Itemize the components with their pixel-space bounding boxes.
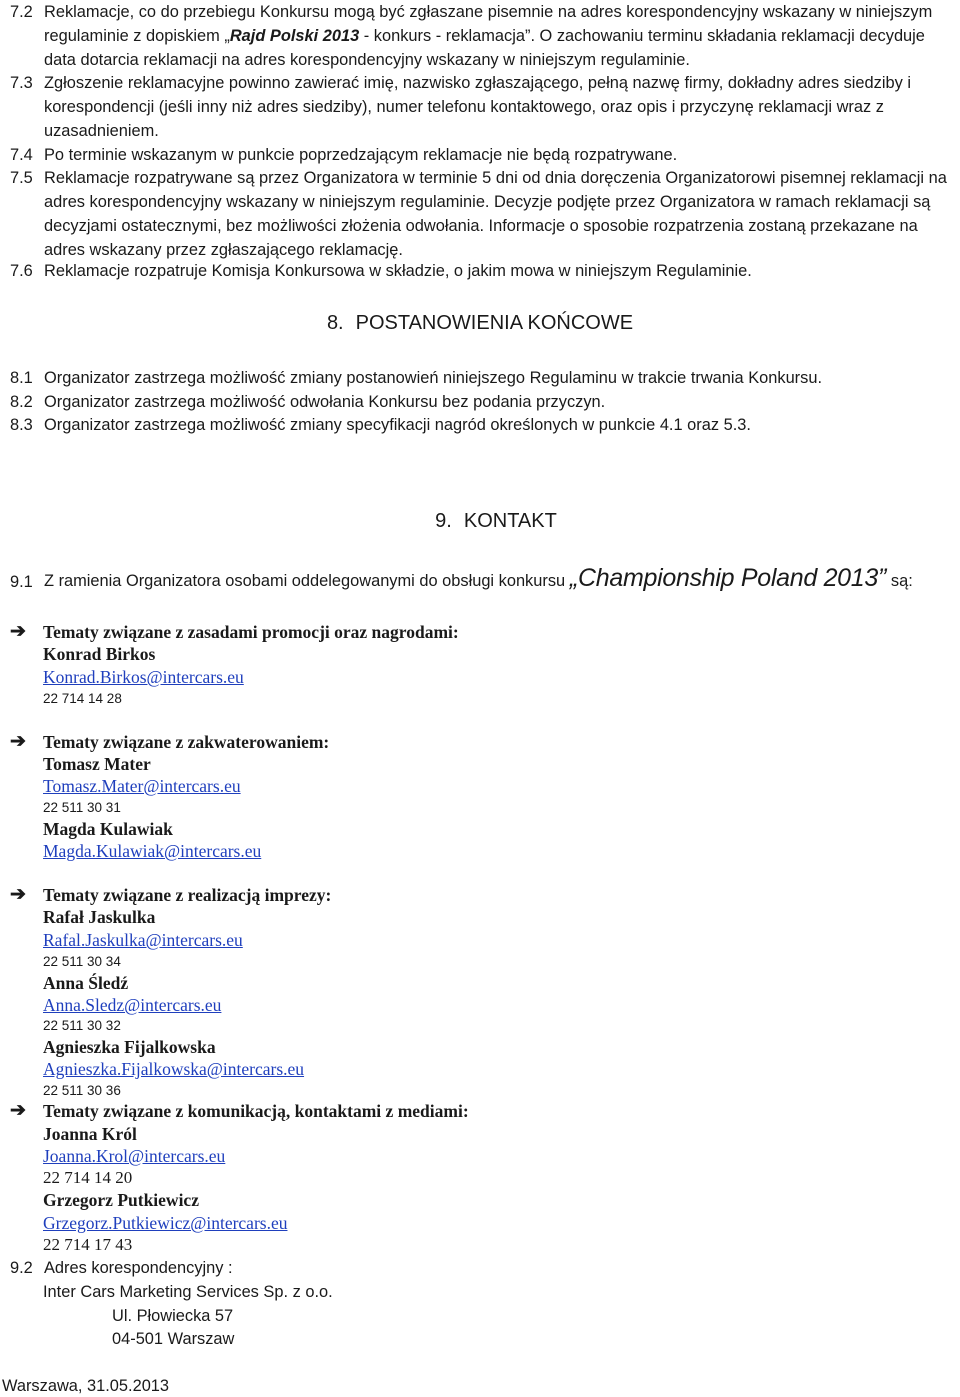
person-email-link[interactable]: Anna.Sledz@intercars.eu bbox=[43, 995, 222, 1015]
item-8-2 bbox=[10, 390, 948, 414]
item-text: Reklamacje, co do przebiegu Konkursu mogą być zgłaszane pisemnie na adres korespondencyjny wskazany w niniejszym regulaminie z dopiskiem „ bbox=[44, 3, 933, 45]
person-email-link[interactable]: Tomasz.Mater@intercars.eu bbox=[43, 776, 241, 796]
item-9-2 bbox=[10, 1256, 948, 1280]
item-7-2 bbox=[10, 0, 948, 72]
person-email-link[interactable]: Rafal.Jaskulka@intercars.eu bbox=[43, 930, 243, 950]
item-text-end: są: bbox=[886, 572, 913, 590]
footer-date: Warszawa, 31.05.2013 bbox=[2, 1377, 170, 1395]
person-name: Magda Kulawiak bbox=[43, 819, 173, 839]
group-heading: Tematy związane z realizacją imprezy: bbox=[43, 885, 332, 905]
item-number: 7.6 bbox=[10, 262, 33, 280]
item-text: Reklamacje rozpatrywane są przez Organizatora w terminie 5 dni od dnia doręczenia Organizatorowi pisemnej reklamacji na adres korespondencyjny wskazany w niniejszym regulaminie. Decyzje podjęte przez Organizatora w ramach reklamacji są decyzjami ostatecznymi, bez możliwości złożenia odwołania. Informacje o sposobie rozpatrzenia zostaną przekazane na adres wskazany przez zgłaszającego reklamację. bbox=[44, 169, 947, 259]
person-email-link[interactable]: Agnieszka.Fijalkowska@intercars.eu bbox=[43, 1059, 305, 1079]
person-email-link[interactable]: Grzegorz.Putkiewicz@intercars.eu bbox=[43, 1213, 288, 1233]
item-7-6 bbox=[10, 259, 948, 283]
item-text: Organizator zastrzega możliwość zmiany specyfikacji nagród określonych w punkcie 4.1 oraz 5.3. bbox=[44, 416, 751, 434]
address-street: Ul. Płowiecka 57 bbox=[112, 1307, 234, 1325]
quote-close: ” bbox=[878, 564, 887, 592]
person-phone: 22 714 14 20 bbox=[43, 1168, 133, 1187]
item-8-1 bbox=[10, 366, 948, 390]
item-number: 8.3 bbox=[10, 416, 33, 434]
item-text-emphasis: Rajd Polski 2013 bbox=[229, 27, 360, 45]
item-number: 7.2 bbox=[10, 3, 33, 21]
item-text: Organizator zastrzega możliwość odwołania Konkursu bez podania przyczyn. bbox=[44, 393, 606, 411]
arrow-right-icon: ➔ bbox=[10, 884, 26, 905]
item-number: 8.2 bbox=[10, 393, 33, 411]
item-number: 8.1 bbox=[10, 369, 33, 387]
person-name: Joanna Król bbox=[43, 1124, 137, 1144]
person-phone: 22 714 17 43 bbox=[43, 1235, 133, 1254]
person-phone: 22 511 30 36 bbox=[43, 1083, 121, 1098]
contest-name: Championship Poland 2013 bbox=[578, 564, 878, 592]
item-text: Organizator zastrzega możliwość zmiany postanowień niniejszego Regulaminu w trakcie trwania Konkursu. bbox=[44, 369, 823, 387]
item-9-1 bbox=[10, 566, 960, 593]
section-heading-9 bbox=[0, 510, 960, 533]
section-number: 9. bbox=[435, 510, 452, 532]
contact-group-3 bbox=[10, 884, 331, 906]
person-name: Grzegorz Putkiewicz bbox=[43, 1190, 199, 1210]
item-text: - konkurs - reklamacja”. O zachowaniu terminu składania reklamacji decyduje data dotarcia reklamacji na adres korespondencyjny wskazany w niniejszym regulaminie. bbox=[44, 27, 925, 69]
group-heading: Tematy związane z zasadami promocji oraz nagrodami: bbox=[43, 622, 459, 642]
item-7-4 bbox=[10, 143, 948, 167]
person-email-link[interactable]: Joanna.Krol@intercars.eu bbox=[43, 1146, 226, 1166]
person-name: Tomasz Mater bbox=[43, 754, 151, 774]
arrow-right-icon: ➔ bbox=[10, 1100, 26, 1121]
item-number: 9.1 bbox=[10, 573, 33, 591]
section-number: 8. bbox=[326, 312, 344, 334]
person-email-link[interactable]: Konrad.Birkos@intercars.eu bbox=[43, 667, 244, 687]
person-name: Anna Śledź bbox=[43, 973, 129, 993]
item-number: 7.3 bbox=[10, 74, 33, 92]
section-heading-8 bbox=[0, 312, 960, 335]
section-title: KONTAKT bbox=[463, 510, 557, 532]
group-heading: Tematy związane z zakwaterowaniem: bbox=[43, 732, 330, 752]
item-text: Po terminie wskazanym w punkcie poprzedzającym reklamacje nie będą rozpatrywane. bbox=[44, 146, 678, 164]
person-phone: 22 714 14 28 bbox=[43, 691, 122, 706]
item-7-5 bbox=[10, 166, 948, 262]
item-number: 7.4 bbox=[10, 146, 33, 164]
address-company: Inter Cars Marketing Services Sp. z o.o. bbox=[43, 1283, 333, 1301]
item-8-3 bbox=[10, 413, 948, 437]
item-number: 7.5 bbox=[10, 169, 33, 187]
address-label: Adres korespondencyjny : bbox=[44, 1259, 233, 1277]
person-phone: 22 511 30 34 bbox=[43, 954, 121, 969]
arrow-right-icon: ➔ bbox=[10, 621, 26, 642]
person-name: Konrad Birkos bbox=[43, 644, 156, 664]
contact-group-2 bbox=[10, 731, 329, 753]
item-text: Z ramienia Organizatora osobami oddelegowanymi do obsługi konkursu bbox=[44, 572, 570, 590]
group-heading: Tematy związane z komunikacją, kontaktami z mediami: bbox=[43, 1101, 469, 1121]
person-email-link[interactable]: Magda.Kulawiak@intercars.eu bbox=[43, 841, 262, 861]
arrow-right-icon: ➔ bbox=[10, 731, 26, 752]
person-name: Rafał Jaskulka bbox=[43, 907, 156, 927]
contact-group-1 bbox=[10, 621, 459, 643]
person-name: Agnieszka Fijalkowska bbox=[43, 1037, 216, 1057]
address-city: 04-501 Warszaw bbox=[112, 1330, 235, 1348]
section-title: POSTANOWIENIA KOŃCOWE bbox=[355, 312, 634, 334]
person-phone: 22 511 30 32 bbox=[43, 1018, 121, 1033]
item-number: 9.2 bbox=[10, 1259, 33, 1277]
quote-open: „ bbox=[569, 564, 579, 592]
person-phone: 22 511 30 31 bbox=[43, 800, 121, 815]
contact-group-4 bbox=[10, 1100, 469, 1122]
item-text: Reklamacje rozpatruje Komisja Konkursowa w składzie, o jakim mowa w niniejszym Regulaminie. bbox=[44, 262, 752, 280]
item-text: Zgłoszenie reklamacyjne powinno zawierać imię, nazwisko zgłaszającego, pełną nazwę firmy, dokładny adres siedziby i korespondencji (jeśli inny niż adres siedziby), numer telefonu kontaktowego, oraz opis i przyczynę reklamacji wraz z uzasadnieniem. bbox=[44, 74, 911, 140]
item-7-3 bbox=[10, 71, 948, 143]
